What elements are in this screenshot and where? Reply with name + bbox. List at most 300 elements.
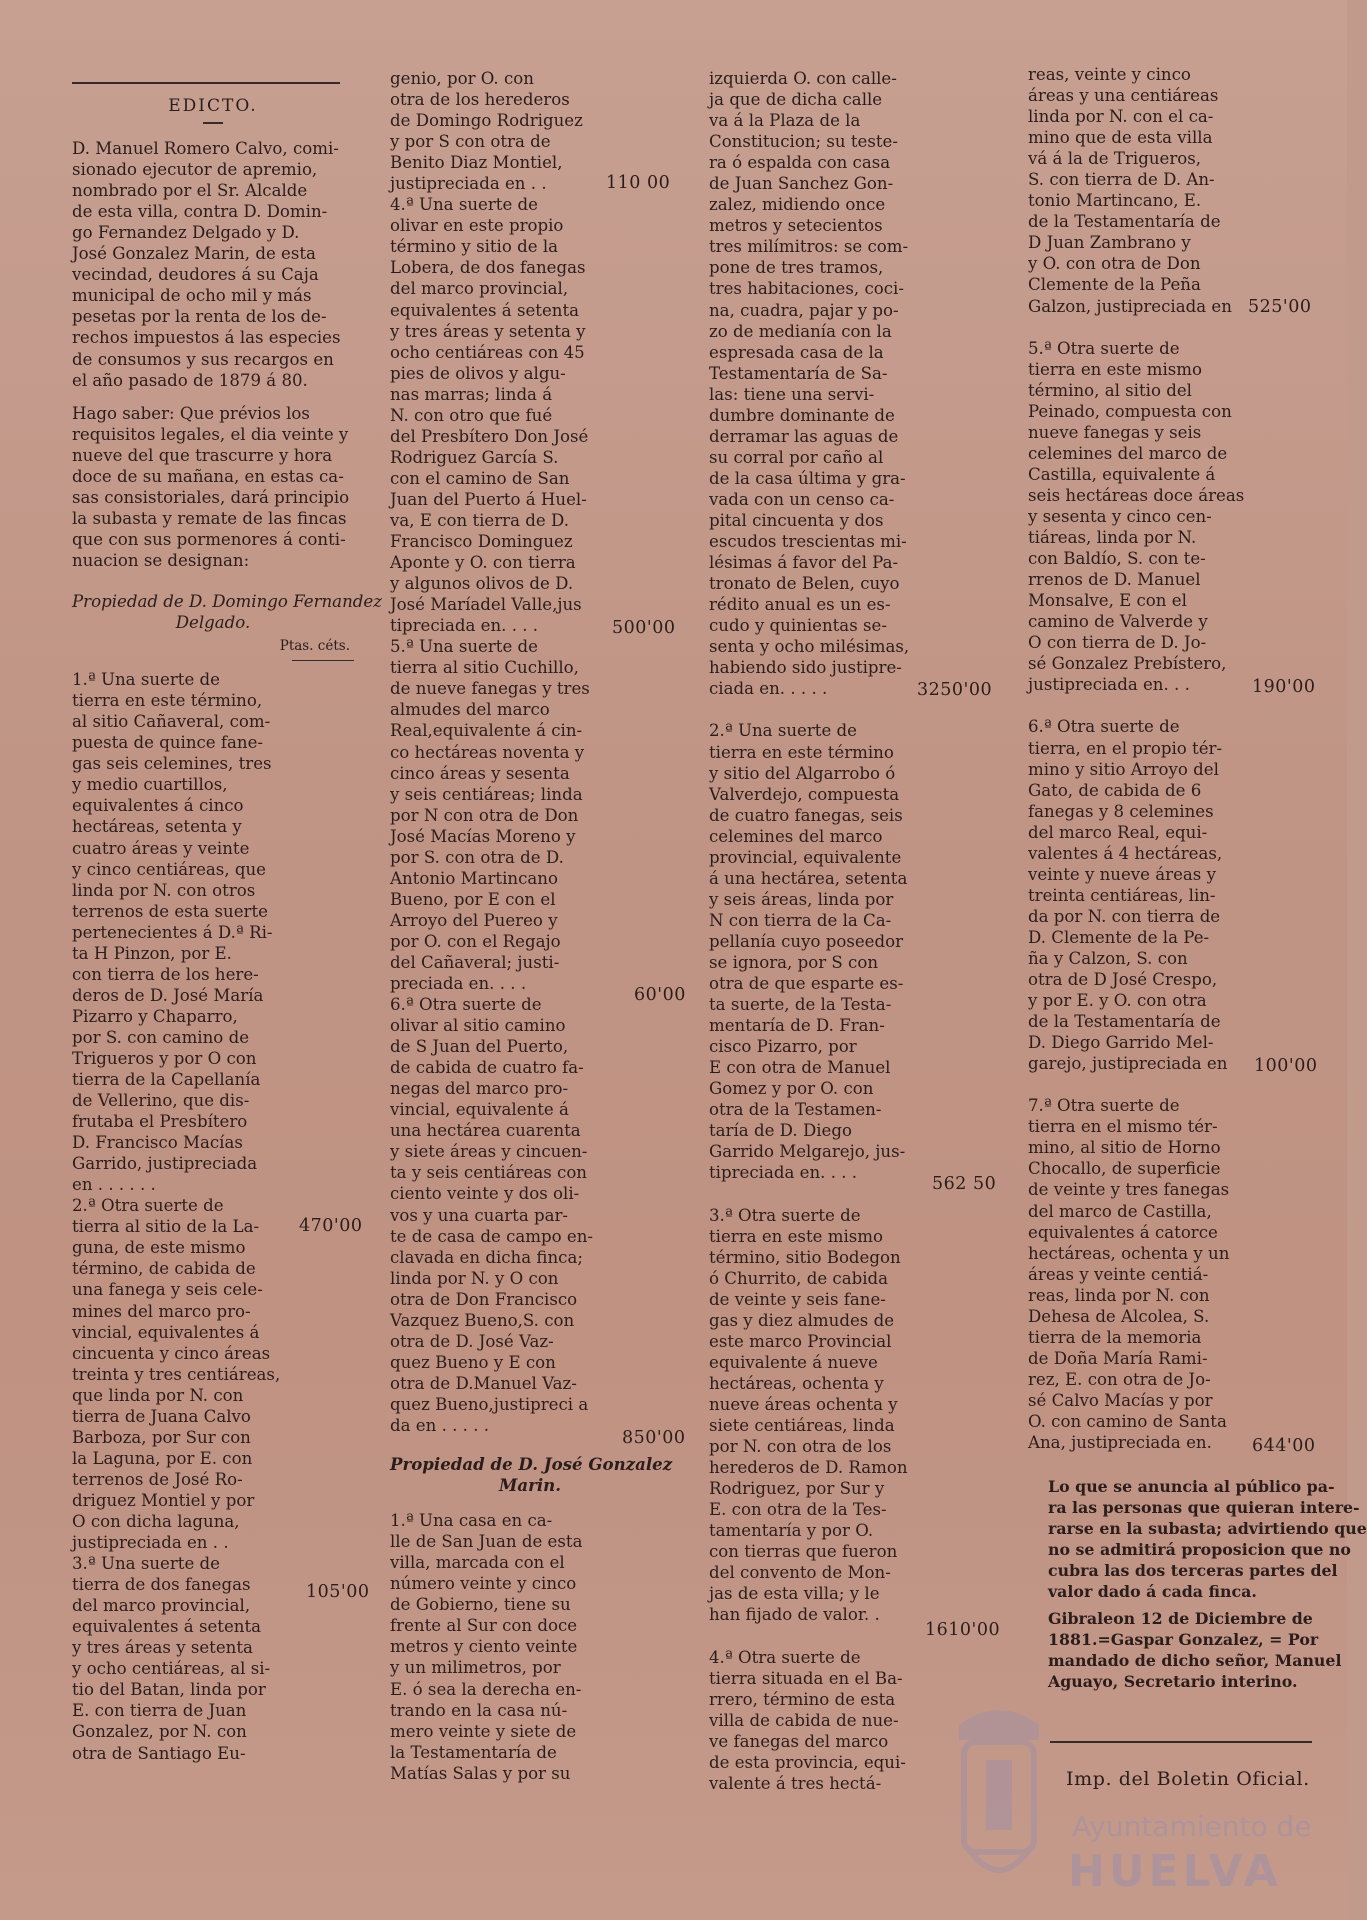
text-line: reas, veinte y cinco (1028, 65, 1191, 84)
text-line: Bueno, por E con el (390, 889, 556, 909)
text-line: equivalentes á catorce (1028, 1222, 1218, 1242)
text-line: 1.ª Una suerte de (72, 670, 220, 690)
column-4 (1028, 64, 1245, 1453)
text-line: vos y una cuarta par- (390, 1205, 569, 1225)
text-line: va á la Plaza de la (709, 111, 861, 131)
text-line: 1881.=Gaspar Gonzalez, = Por (1048, 1630, 1319, 1650)
text-line: reas, linda por N. con (1028, 1285, 1210, 1305)
text-line: terrenos de esta suerte (72, 901, 268, 921)
text-line: 2.ª Una suerte de (709, 721, 857, 741)
text-line: con tierras que fueron (709, 1542, 898, 1562)
text-line: tierra al sitio Cuchillo, (390, 658, 579, 678)
closing-notice (1048, 1476, 1367, 1692)
text-line: tio del Batan, linda por (72, 1680, 266, 1700)
text-line: Rodriguez García S. (390, 447, 559, 467)
text-line: senta y ocho milésimas, (709, 637, 910, 657)
price-4-2: 190'00 (1252, 677, 1316, 697)
text-line: y algunos olivos de D. (390, 574, 574, 594)
text-line: Rodriguez, por Sur y (709, 1479, 885, 1499)
text-line (1028, 695, 1228, 716)
text-line: Peinado, compuesta con (1028, 401, 1232, 421)
text-line: que con sus pormenores á conti- (72, 529, 346, 549)
bottom-rule (1050, 1741, 1312, 1743)
text-line: y un milimetros, por (390, 1658, 561, 1678)
text-line: izquierda O. con calle- (709, 69, 897, 88)
watermark-line1: Ayuntamiento de (1072, 1810, 1312, 1843)
price-1-1: 470'00 (299, 1216, 363, 1236)
text-line: municipal de ocho mil y más (72, 286, 312, 306)
property-list-1 (72, 669, 282, 1763)
text-line: de veinte y tres fanegas (1028, 1180, 1230, 1200)
edict-title: EDICTO. (168, 96, 258, 116)
text-line: Gibraleon 12 de Diciembre de (1048, 1609, 1313, 1629)
text-line (709, 1625, 911, 1646)
text-line: provincial, equivalente (709, 847, 902, 867)
text-line: Monsalve, E con el (1028, 591, 1187, 611)
text-line: otra de D.Manuel Vaz- (390, 1373, 577, 1393)
text-line: E. con tierra de Juan (72, 1701, 247, 1721)
text-line: tierra al sitio de la La- (72, 1217, 260, 1237)
text-line: término, de cabida de (72, 1259, 256, 1279)
text-line: del marco de Castilla, (1028, 1201, 1212, 1221)
text-line: y sesenta y cinco cen- (1028, 506, 1212, 526)
text-line: ta H Pinzon, por E. (72, 943, 232, 963)
text-line: nombrado por el Sr. Alcalde (72, 181, 308, 201)
text-line: Galzon, justipreciada en (1028, 296, 1232, 316)
text-line: D Juan Zambrano y (1028, 233, 1191, 253)
text-line: al sitio Cañaveral, com- (72, 712, 271, 732)
signature-block (1048, 1608, 1342, 1692)
text-line: 4.ª Una suerte de (390, 195, 538, 215)
text-line: na, cuadra, pajar y po- (709, 300, 899, 320)
text-line: y ocho centiáreas, al si- (72, 1659, 271, 1679)
text-line: de la casa última y gra- (709, 468, 906, 488)
text-line: otra de la Testamen- (709, 1100, 882, 1120)
text-line: 3.ª Otra suerte de (709, 1205, 861, 1225)
text-line: de Juan Sanchez Gon- (709, 174, 894, 194)
text-line (1028, 1074, 1228, 1095)
text-line: habiendo sido justipre- (709, 658, 902, 678)
text-line: otra de D. José Vaz- (390, 1331, 554, 1351)
text-line: nueve del que trascurre y hora (72, 445, 333, 465)
text-line: vecindad, deudores á su Caja (72, 265, 319, 285)
text-line: del marco Real, equi- (1028, 822, 1208, 842)
text-line: y tres áreas y setenta y (390, 321, 586, 341)
price-3-1: 3250'00 (917, 680, 993, 700)
price-2-2: 500'00 (612, 618, 676, 638)
text-line: N. con otro que fué (390, 405, 553, 425)
text-line (709, 699, 911, 720)
property-list-4 (709, 68, 911, 1794)
text-line: mino que de esta villa (1028, 128, 1213, 148)
text-line: y O. con otra de Don (1028, 254, 1201, 274)
text-line: han fijado de valor. . (709, 1605, 880, 1625)
text-line: otra de que esparte es- (709, 974, 904, 994)
text-line: 7.ª Otra suerte de (1028, 1096, 1180, 1116)
text-line: dumbre dominante de (709, 405, 895, 425)
text-line: tierra de la memoria (1028, 1327, 1202, 1347)
text-line: camino de Valverde y (1028, 612, 1208, 632)
price-header: Ptas. céts. (279, 638, 350, 655)
text-line: sionado ejecutor de apremio, (72, 160, 318, 180)
text-line: Constitucion; su teste- (709, 132, 898, 152)
price-4-1: 525'00 (1248, 297, 1312, 317)
text-line: mero veinte y siete de (390, 1721, 577, 1741)
text-line: tierra en este mismo (1028, 359, 1202, 379)
text-line: vincial, equivalentes á (72, 1322, 260, 1342)
text-line: deros de D. José María (72, 985, 264, 1005)
column-1 (72, 96, 382, 1764)
text-line: tierra de la Capellanía (72, 1070, 261, 1090)
text-line: y tres áreas y setenta (72, 1638, 253, 1658)
text-line: tres milímitros: se com- (709, 237, 909, 257)
text-line: terrenos de José Ro- (72, 1469, 243, 1489)
text-line: Garrido Melgarejo, jus- (709, 1142, 906, 1162)
text-line: guna, de este mismo (72, 1238, 246, 1258)
property-list-3 (390, 1510, 590, 1784)
text-line: pone de tres tramos, (709, 258, 884, 278)
text-line: cubra las dos terceras partes del (1048, 1561, 1338, 1581)
text-line: almudes del marco (390, 700, 550, 720)
text-line: veinte y nueve áreas y (1028, 864, 1216, 884)
text-line: Garrido, justipreciada (72, 1154, 258, 1174)
text-line: tierra en este término, (72, 691, 263, 711)
text-line: E. con otra de la Tes- (709, 1500, 887, 1520)
text-line: E con otra de Manuel (709, 1058, 891, 1078)
text-line: Aguayo, Secretario interino. (1048, 1672, 1298, 1692)
text-line: tierra de dos fanegas (72, 1575, 251, 1595)
text-line: justipreciada en . . (390, 174, 547, 194)
text-line: nuacion se designan: (72, 550, 250, 570)
price-2-4: 850'00 (622, 1428, 686, 1448)
text-line: requisitos legales, el dia veinte y (72, 424, 349, 444)
text-line: una hectárea cuarenta (390, 1121, 581, 1141)
text-line: de consumos y sus recargos en (72, 349, 334, 369)
text-line: 1.ª Una casa en ca- (390, 1511, 553, 1531)
text-line: hectáreas, ochenta y un (1028, 1243, 1230, 1263)
text-line: celemines del marco de (1028, 443, 1228, 463)
text-line: escudos trescientas mi- (709, 532, 907, 552)
text-line: herederos de D. Ramon (709, 1458, 908, 1478)
text-line: rez, E. con otra de Jo- (1028, 1369, 1211, 1389)
text-line: S. con tierra de D. An- (1028, 170, 1215, 190)
text-line: linda por N. con el ca- (1028, 107, 1214, 127)
property-heading-1 (72, 591, 382, 633)
top-rule (72, 82, 340, 84)
text-line: Delgado. (175, 613, 251, 633)
text-line: olivar al sitio camino (390, 1016, 566, 1036)
text-line: da en . . . . . (390, 1416, 490, 1435)
text-line: Marin. (498, 1475, 561, 1496)
text-line: tierra de Juana Calvo (72, 1406, 251, 1426)
text-line: seis hectáreas doce áreas (1028, 485, 1245, 505)
text-line: de Gobierno, tiene su (390, 1595, 571, 1615)
text-line: hectáreas, setenta y (72, 817, 242, 837)
text-line: D. Clemente de la Pe- (1028, 927, 1210, 947)
text-line: 4.ª Otra suerte de (709, 1647, 861, 1667)
text-line: José Gonzalez Marin, de esta (72, 244, 316, 264)
text-line: mines del marco pro- (72, 1301, 251, 1321)
text-line: vincial, equivalente á (390, 1100, 569, 1120)
text-line: Gomez y por O. con (709, 1079, 874, 1099)
text-line: 6.ª Otra suerte de (1028, 717, 1180, 737)
text-line: tierra en este mismo (709, 1226, 883, 1246)
edict-notice (72, 403, 354, 571)
text-line: treinta y tres centiáreas, (72, 1364, 281, 1384)
text-line: y seis centiáreas; linda (390, 784, 583, 804)
text-line: pital cincuenta y dos (709, 510, 884, 530)
text-line: y sitio del Algarrobo ó (709, 763, 896, 783)
text-line: ocho centiáreas con 45 (390, 342, 585, 362)
text-line: de Doña María Rami- (1028, 1348, 1208, 1368)
text-line: N con tierra de la Ca- (709, 910, 892, 930)
text-line (1028, 317, 1228, 338)
text-line: tipreciada en. . . . (390, 616, 539, 636)
text-line: tipreciada en. . . . (709, 1163, 858, 1183)
text-line: Chocallo, de superficie (1028, 1159, 1221, 1179)
text-line: quez Bueno,justipreci a (390, 1394, 589, 1414)
text-line: de Vellerino, que dis- (72, 1091, 250, 1111)
text-line: sé Calvo Macías y por (1028, 1390, 1213, 1410)
text-line: tamentaría y por O. (709, 1521, 874, 1541)
text-line: mentaría de D. Fran- (709, 1016, 885, 1036)
text-line: tres habitaciones, coci- (709, 279, 904, 299)
text-line: D. Diego Garrido Mel- (1028, 1033, 1214, 1053)
text-line: tierra situada en el Ba- (709, 1668, 903, 1688)
text-line: genio, por O. con (390, 69, 534, 88)
title-dash (203, 122, 223, 124)
text-line: por N. con otra de los (709, 1437, 892, 1457)
text-line: término, sitio Bodegon (709, 1247, 901, 1267)
text-line: 5.ª Una suerte de (390, 637, 538, 657)
text-line: Castilla, equivalente á (1028, 464, 1216, 484)
text-line: Barboza, por Sur con (72, 1427, 251, 1447)
text-line: pellanía cuyo poseedor (709, 931, 904, 951)
text-line: tiáreas, linda por N. (1028, 528, 1197, 548)
text-line: Lobera, de dos fanegas (390, 258, 586, 278)
text-line: D. Manuel Romero Calvo, comi- (72, 139, 339, 159)
text-line: Pizarro y Chaparro, (72, 1006, 238, 1026)
text-line: metros y setecientos (709, 216, 883, 236)
text-line: ta y seis centiáreas con (390, 1163, 587, 1183)
text-line: y cinco centiáreas, que (72, 859, 267, 879)
text-line: de esta villa, contra D. Domin- (72, 202, 328, 222)
text-line: Lo que se anuncia al público pa- (1048, 1477, 1335, 1496)
text-line: lle de San Juan de esta (390, 1532, 583, 1552)
text-line: la subasta y remate de las fincas (72, 508, 347, 528)
text-line: Francisco Dominguez (390, 532, 573, 552)
text-line: ta suerte, de la Testa- (709, 995, 892, 1015)
text-line: 6.ª Otra suerte de (390, 995, 542, 1015)
text-line: por O. con el Regajo (390, 931, 561, 951)
text-line: nas marras; linda á (390, 384, 553, 404)
text-line: con tierra de los here- (72, 964, 259, 984)
text-line: Benito Diaz Montiel, (390, 153, 563, 173)
text-line: tronato de Belen, cuyo (709, 574, 900, 594)
text-line: áreas y veinte centiá- (1028, 1264, 1209, 1284)
price-header-rule (292, 660, 354, 661)
text-line: de S Juan del Puerto, (390, 1037, 569, 1057)
text-line: Real,equivalente á cin- (390, 721, 583, 741)
text-line: su corral por caño al (709, 447, 884, 467)
text-line: preciada en. . . . (390, 974, 527, 994)
text-line: Hago saber: Que prévios los (72, 403, 310, 423)
text-line: tierra, en el propio tér- (1028, 738, 1223, 758)
text-line: número veinte y cinco (390, 1574, 577, 1594)
edict-intro (72, 138, 354, 391)
text-line: del marco provincial, (390, 279, 569, 299)
text-line: 5.ª Otra suerte de (1028, 338, 1180, 358)
text-line: de cabida de cuatro fa- (390, 1058, 584, 1078)
imprint: Imp. del Boletin Oficial. (1066, 1768, 1310, 1790)
text-line: y medio cuartillos, (72, 775, 228, 795)
text-line: que linda por N. con (72, 1385, 244, 1405)
text-line: áreas y una centiáreas (1028, 86, 1219, 106)
huelva-crest-watermark (944, 1700, 1054, 1900)
text-line: y por E. y O. con otra (1028, 991, 1207, 1011)
text-line: quez Bueno y E con (390, 1352, 556, 1372)
text-line: rarse en la subasta; advirtiendo que (1048, 1519, 1367, 1539)
text-line: trando en la casa nú- (390, 1700, 568, 1720)
text-line (709, 1183, 911, 1204)
text-line: Gonzalez, por N. con (72, 1722, 247, 1742)
price-3-3: 1610'00 (925, 1620, 1001, 1640)
text-line: no se admitirá proposicion que no (1048, 1540, 1351, 1560)
text-line: gas y diez almudes de (709, 1310, 895, 1330)
text-line: tierra en este término (709, 742, 894, 762)
text-line: por S. con otra de D. (390, 847, 564, 867)
text-line: gas seis celemines, tres (72, 754, 272, 774)
text-line: y por S con otra de (390, 132, 551, 152)
text-line: por S. con camino de (72, 1027, 250, 1047)
text-line: Antonio Martincano (390, 868, 558, 888)
text-line: O. con camino de Santa (1028, 1412, 1227, 1431)
text-line: vá á la de Trigueros, (1028, 149, 1202, 169)
text-line: fanegas y 8 celemines (1028, 801, 1214, 821)
text-line: José Maríadel Valle,jus (390, 595, 582, 615)
text-line: sas consistoriales, dará principio (72, 487, 350, 507)
text-line: D. Francisco Macías (72, 1133, 243, 1153)
text-line: metros y ciento veinte (390, 1637, 578, 1657)
text-line: villa de cabida de nue- (709, 1710, 899, 1730)
text-line: este marco Provincial (709, 1331, 892, 1351)
text-line: 3.ª Una suerte de (72, 1554, 220, 1574)
text-line: con el camino de San (390, 468, 570, 488)
text-line: va, E con tierra de D. (390, 510, 569, 530)
text-line: jas de esta villa; y le (709, 1584, 880, 1604)
text-line: taría de D. Diego (709, 1121, 852, 1141)
text-line: Matías Salas y por su (390, 1763, 571, 1783)
text-line: Valverdejo, compuesta (709, 784, 900, 804)
text-line: valente á tres hectá- (709, 1773, 882, 1793)
price-3-2: 562 50 (932, 1174, 997, 1194)
text-line: celemines del marco (709, 826, 883, 846)
text-line: cuatro áreas y veinte (72, 838, 250, 858)
text-line: olivar en este propio (390, 216, 564, 236)
text-line: y seis áreas, linda por (709, 889, 894, 909)
text-line: en . . . . . . (72, 1175, 156, 1195)
text-line: Propiedad de D. Domingo Fernandez (72, 591, 382, 611)
text-line: de la Testamentaría de (1028, 212, 1221, 232)
text-line: justipreciada en . . (72, 1533, 229, 1553)
text-line: valentes á 4 hectáreas, (1028, 843, 1223, 863)
text-line: ña y Calzon, S. con (1028, 948, 1188, 968)
text-line: rrero, término de esta (709, 1689, 896, 1709)
text-line: sé Gonzalez Prebístero, (1028, 654, 1227, 674)
text-line: mino y sitio Arroyo del (1028, 759, 1219, 779)
price-4-4: 644'00 (1252, 1436, 1316, 1456)
text-line: término, al sitio del (1028, 380, 1192, 400)
text-line: Clemente de la Peña (1028, 275, 1201, 295)
text-line: te de casa de campo en- (390, 1226, 593, 1246)
text-line: cisco Pizarro, por (709, 1037, 857, 1057)
text-line: Testamentaría de Sa- (709, 363, 888, 383)
text-line: frente al Sur con doce (390, 1616, 578, 1636)
text-line: del marco provincial, (72, 1596, 251, 1616)
text-line: Propiedad de D. José Gonzalez (390, 1454, 673, 1475)
text-line: vada con un censo ca- (709, 489, 895, 509)
text-line: zo de medianía con la (709, 321, 892, 341)
text-line: rédito anual es un es- (709, 595, 891, 615)
property-list-5 (1028, 64, 1245, 1453)
text-line: mandado de dicho señor, Manuel (1048, 1651, 1342, 1671)
text-line: cinco áreas y sesenta (390, 763, 570, 783)
text-line: se ignora, por S con (709, 952, 879, 972)
text-line: lésimas á favor del Pa- (709, 553, 899, 573)
property-list-2 (390, 68, 593, 1436)
text-line: ra ó espalda con casa (709, 153, 891, 173)
price-2-1: 110 00 (606, 173, 671, 193)
text-line: ó Churrito, de cabida (709, 1268, 889, 1288)
text-line: de nueve fanegas y tres (390, 679, 590, 699)
text-line: del Presbítero Don José (390, 426, 589, 446)
text-line: con Baldío, S. con te- (1028, 549, 1206, 569)
text-line: ra las personas que quieran intere- (1048, 1498, 1360, 1518)
text-line: de veinte y seis fane- (709, 1289, 886, 1309)
text-line: cudo y quinientas se- (709, 616, 887, 636)
text-line: del convento de Mon- (709, 1563, 891, 1583)
text-line: tonio Martincano, E. (1028, 191, 1202, 211)
text-line: una fanega y seis cele- (72, 1280, 263, 1300)
text-line: otra de Don Francisco (390, 1289, 578, 1309)
text-line: go Fernandez Delgado y D. (72, 223, 300, 243)
text-line: ciada en. . . . . (709, 679, 828, 699)
text-line: término y sitio de la (390, 237, 559, 257)
text-line: á una hectárea, setenta (709, 868, 908, 888)
text-line: de cuatro fanegas, seis (709, 805, 903, 825)
text-line: driguez Montiel y por (72, 1490, 255, 1510)
text-line: O con tierra de D. Jo- (1028, 633, 1207, 653)
text-line: de esta provincia, equi- (709, 1752, 906, 1772)
text-line: doce de su mañana, en estas ca- (72, 466, 344, 486)
text-line: equivalentes á setenta (72, 1617, 262, 1637)
text-line: otra de D José Crespo, (1028, 970, 1218, 990)
text-line: de Domingo Rodriguez (390, 111, 583, 131)
text-line: de la Testamentaría de (1028, 1012, 1221, 1032)
text-line: Arroyo del Puereo y (390, 910, 558, 930)
text-line: valor dado á cada finca. (1048, 1582, 1257, 1602)
text-line: la Testamentaría de (390, 1742, 557, 1762)
text-line: nueve fanegas y seis (1028, 422, 1202, 442)
text-line: villa, marcada con el (390, 1553, 565, 1573)
text-line: pertenecientes á D.ª Ri- (72, 922, 273, 942)
text-line: zalez, midiendo once (709, 195, 886, 215)
text-line: rechos impuestos á las especies (72, 328, 341, 348)
text-line: puesta de quince fane- (72, 733, 264, 753)
text-line: equivalente á nueve (709, 1352, 878, 1372)
auction-notice (1048, 1476, 1367, 1602)
text-line: Aponte y O. con tierra (390, 553, 576, 573)
